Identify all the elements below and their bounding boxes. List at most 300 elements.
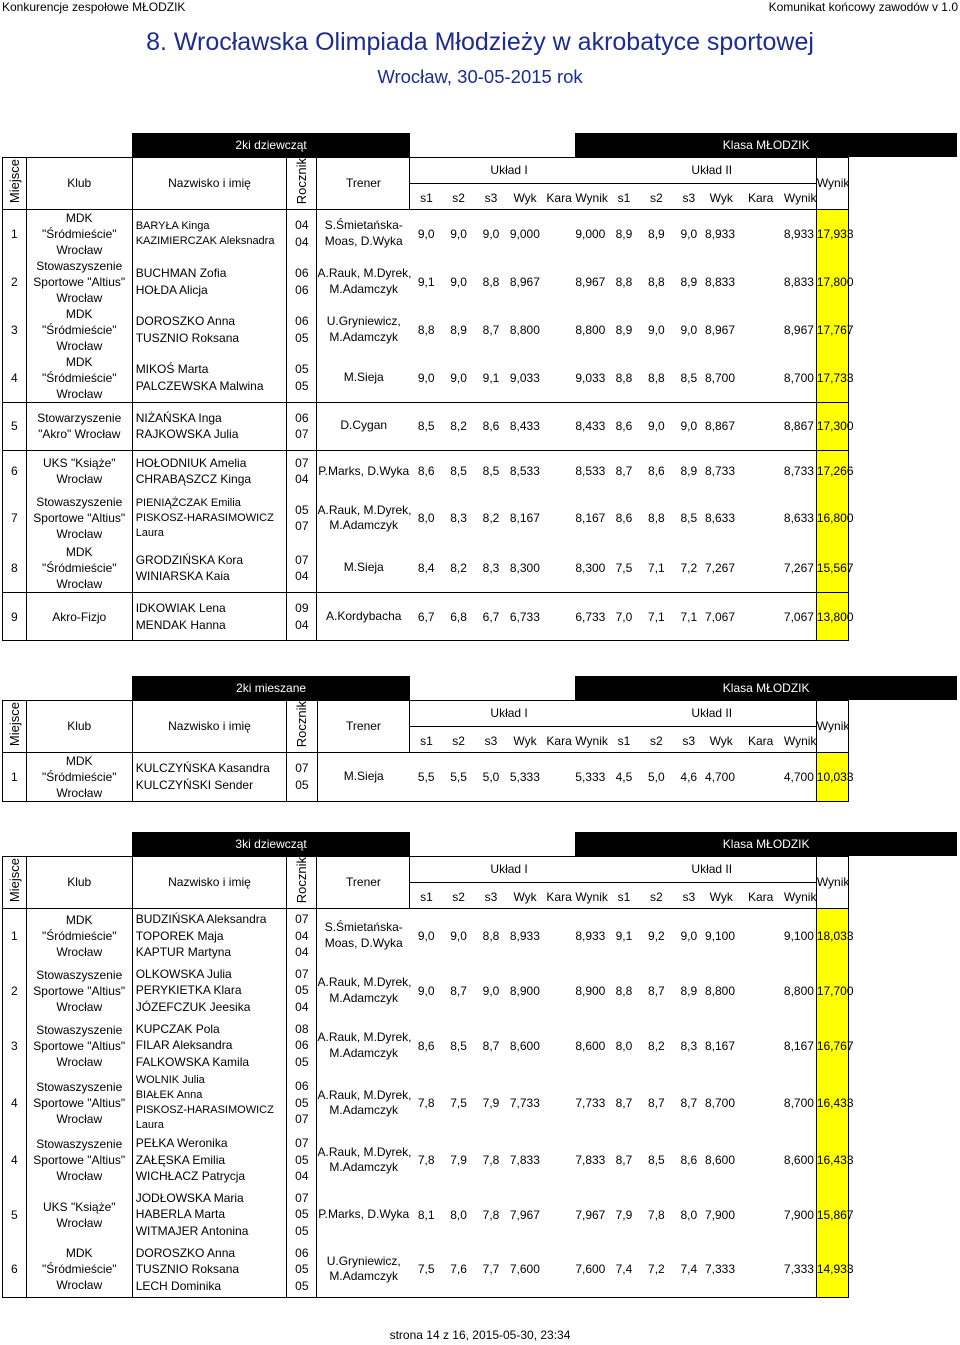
athlete-name: HABERLA Marta [135, 1207, 226, 1222]
column-wynik: Wynik [575, 183, 607, 209]
score-cell: 7,8 [482, 1207, 500, 1222]
column-s2: s2 [442, 183, 474, 209]
total-score: 16,767 [816, 1018, 848, 1073]
coach-name: M.Adamczyk [329, 1103, 399, 1117]
names-cell [132, 209, 287, 258]
year-cell [287, 354, 317, 403]
coach-name: M.Adamczyk [329, 1045, 399, 1060]
club-cell [26, 593, 132, 641]
score-cell: 7,333 [784, 1242, 816, 1297]
club-line: "Śródmieście" [41, 928, 117, 943]
score-cell [737, 306, 783, 354]
birth-year: 04 [295, 569, 309, 583]
score-cell: 8,7 [615, 1096, 633, 1110]
score-cell: 8,7 [450, 983, 467, 998]
score-cell: 8,0 [680, 1207, 698, 1222]
club-line: "Śródmieście" [41, 370, 117, 385]
score-cell: 6,733 [575, 593, 607, 641]
athlete-name: KULCZYŃSKI Sender [135, 777, 254, 792]
column-names: Nazwisko i imię [132, 700, 287, 752]
column-s3: s3 [673, 882, 705, 908]
score-cell: 7,967 [509, 1207, 540, 1222]
athlete-name: HOŁODNIUK Amelia [135, 455, 247, 470]
column-kara: Kara [543, 183, 575, 209]
column-club: Klub [26, 157, 132, 209]
score-cell [737, 258, 783, 306]
table-row [3, 1133, 958, 1187]
table-row [3, 1073, 958, 1133]
column-s3: s3 [673, 726, 705, 752]
column-wynik: Wynik [784, 726, 816, 752]
names-cell [132, 354, 287, 403]
column-s3: s3 [475, 183, 507, 209]
score-cell: 8,7 [482, 1038, 500, 1053]
birth-year: 08 [295, 1021, 309, 1036]
place-cell: 2 [3, 963, 27, 1018]
column-s2: s2 [442, 882, 474, 908]
score-cell: 7,600 [575, 1242, 607, 1297]
score-cell: 8,2 [442, 402, 474, 450]
athlete-name: LECH Dominika [135, 1278, 222, 1293]
score-cell: 8,300 [575, 561, 606, 575]
score-cell [543, 544, 575, 593]
place-cell: 2 [3, 258, 27, 306]
score-cell: 8,9 [450, 322, 467, 337]
score-cell: 8,0 [450, 1207, 467, 1222]
table-row [3, 963, 958, 1018]
birth-year: 07 [295, 1136, 309, 1151]
birth-year: 07 [295, 519, 309, 533]
club-line: Sportowe "Altius" [33, 274, 126, 289]
column-s1: s1 [410, 882, 442, 908]
club-line: Sportowe "Altius" [33, 1153, 126, 1167]
club-cell [26, 752, 132, 801]
athlete-name: WICHŁACZ Patrycja [135, 1169, 246, 1184]
coach-cell [317, 963, 410, 1018]
score-cell: 8,7 [648, 983, 665, 998]
athlete-name: TOPOREK Maja [135, 928, 224, 943]
names-cell [132, 258, 287, 306]
coach-name: M.Sieja [343, 560, 384, 575]
club-line: Sportowe "Altius" [33, 983, 126, 998]
score-cell: 7,267 [705, 561, 736, 575]
total-score: 17,733 [816, 354, 848, 403]
score-cell: 8,8 [615, 370, 633, 385]
coach-cell [317, 1018, 410, 1073]
score-cell [543, 593, 575, 641]
score-cell: 9,1 [417, 274, 435, 289]
score-cell: 8,6 [680, 1153, 698, 1167]
column-s2: s2 [640, 183, 672, 209]
column-year-label: Rocznik [294, 857, 310, 904]
athlete-name: PEŁKA Weronika [135, 1136, 228, 1151]
coach-cell [317, 354, 410, 403]
column-set2: Układ II [608, 157, 817, 183]
place-cell: 3 [3, 1018, 27, 1073]
athlete-name: IDKOWIAK Lena [135, 601, 226, 615]
results-table [2, 676, 957, 802]
birth-year: 05 [295, 777, 309, 792]
score-cell: 8,700 [705, 370, 736, 385]
score-cell: 9,0 [648, 322, 665, 337]
club-line: MDK [65, 1246, 93, 1261]
club-line: Wrocław [56, 1112, 103, 1126]
column-s1: s1 [410, 726, 442, 752]
coach-name: M.Adamczyk [329, 518, 399, 532]
athlete-name: MENDAK Hanna [135, 617, 226, 632]
names-cell [132, 752, 287, 801]
score-cell [737, 450, 783, 492]
names-cell [132, 544, 287, 593]
score-cell [543, 752, 575, 801]
score-cell: 7,5 [450, 1096, 467, 1110]
results-table [2, 133, 957, 641]
club-line: Wrocław [56, 527, 103, 541]
year-cell [287, 450, 317, 492]
club-line: UKS "Książe" [42, 456, 116, 471]
birth-year: 05 [295, 1054, 309, 1069]
coach-name: P.Marks, D.Wyka [318, 463, 410, 478]
score-cell: 8,167 [783, 1038, 814, 1053]
athlete-name: Laura [135, 1119, 164, 1131]
score-cell: 5,333 [507, 752, 543, 801]
birth-year: 04 [295, 218, 309, 232]
coach-name: S.Śmietańska- [324, 218, 403, 232]
coach-name: A.Rauk, M.Dyrek, [317, 1087, 412, 1102]
club-cell [26, 209, 132, 258]
score-cell [737, 402, 783, 450]
score-cell: 9,0 [450, 274, 467, 289]
score-cell: 9,0 [450, 370, 467, 385]
score-cell: 9,0 [680, 322, 698, 337]
score-cell: 9,1 [615, 928, 633, 943]
score-cell: 7,8 [417, 1153, 435, 1167]
birth-year: 09 [295, 601, 309, 615]
score-cell [543, 354, 575, 403]
athlete-name: HOŁDA Alicja [135, 282, 208, 297]
column-place [3, 700, 27, 752]
birth-year: 07 [295, 966, 309, 981]
total-score: 18,033 [816, 908, 848, 963]
column-kara: Kara [543, 726, 575, 752]
table-row [3, 258, 958, 306]
coach-name: M.Adamczyk [329, 990, 399, 1005]
column-wynik: Wynik [784, 882, 816, 908]
club-cell [26, 258, 132, 306]
score-cell [543, 908, 575, 963]
score-cell: 7,1 [640, 593, 672, 641]
birth-year: 06 [295, 282, 309, 297]
total-score: 17,800 [816, 258, 848, 306]
athlete-name: ZAŁĘSKA Emilia [135, 1152, 226, 1167]
score-cell [543, 1187, 575, 1242]
club-cell [26, 544, 132, 593]
coach-cell [317, 1242, 410, 1297]
total-score: 15,567 [816, 544, 848, 593]
score-cell: 8,900 [575, 983, 606, 998]
score-cell: 8,3 [450, 511, 467, 525]
class-title: Klasa MŁODZIK [575, 133, 957, 157]
score-cell: 8,900 [509, 983, 540, 998]
birth-year: 07 [295, 912, 309, 926]
birth-year: 05 [295, 362, 309, 376]
club-line: MDK [65, 545, 93, 559]
birth-year: 05 [295, 330, 309, 345]
score-cell [737, 544, 783, 593]
birth-year: 07 [295, 1190, 309, 1205]
column-year-label: Rocznik [294, 158, 310, 205]
page-footer: strona 14 z 16, 2015-05-30, 23:34 [389, 1328, 571, 1342]
place-cell: 6 [3, 1242, 27, 1297]
column-place-label: Miejsce [6, 858, 22, 903]
club-line: Wrocław [56, 242, 103, 257]
birth-year: 04 [295, 945, 309, 959]
club-cell [26, 1187, 132, 1242]
athlete-name: MIKOŚ Marta [135, 362, 209, 376]
column-s3: s3 [673, 183, 705, 209]
coach-name: S.Śmietańska- [324, 920, 403, 935]
column-wyk: Wyk [507, 183, 543, 209]
score-cell: 9,033 [575, 370, 606, 385]
column-coach: Trener [317, 856, 410, 908]
table-row [3, 908, 958, 963]
score-cell: 7,9 [450, 1153, 467, 1167]
score-cell: 9,0 [450, 928, 467, 943]
score-cell: 7,6 [442, 1242, 474, 1297]
year-cell [287, 544, 317, 593]
club-line: "Śródmieście" [41, 1262, 117, 1277]
page-subtitle: Wrocław, 30-05-2015 rok [377, 66, 583, 87]
column-set1: Układ I [410, 157, 608, 183]
table-row [3, 593, 958, 641]
column-set1: Układ I [410, 700, 608, 726]
column-club: Klub [26, 700, 132, 752]
score-cell: 7,8 [482, 1153, 500, 1167]
score-cell: 8,167 [705, 1038, 736, 1053]
score-cell: 4,700 [784, 752, 816, 801]
score-cell: 8,3 [680, 1038, 698, 1053]
coach-name: D.Cygan [340, 418, 388, 433]
athlete-name: RAJKOWSKA Julia [135, 427, 239, 441]
score-cell [737, 593, 783, 641]
column-year-label: Rocznik [294, 701, 310, 748]
header-left: Konkurencje zespołowe MŁODZIK [2, 0, 186, 14]
total-score: 17,300 [816, 402, 848, 450]
athlete-name: PERYKIETKA Klara [135, 983, 242, 998]
score-cell: 8,8 [615, 983, 633, 998]
score-cell: 8,933 [575, 928, 606, 943]
score-cell: 9,0 [450, 226, 467, 241]
score-cell [737, 908, 783, 963]
score-cell: 8,167 [509, 511, 540, 525]
athlete-name: CHRABĄSZCZ Kinga [135, 472, 252, 487]
column-kara: Kara [737, 726, 783, 752]
score-cell: 9,100 [783, 928, 814, 943]
score-cell: 8,9 [680, 983, 698, 998]
score-cell: 9,0 [417, 928, 435, 943]
column-s1: s1 [608, 882, 640, 908]
score-cell: 7,1 [673, 593, 705, 641]
score-cell: 6,7 [410, 593, 442, 641]
score-cell: 9,2 [648, 928, 665, 943]
column-s2: s2 [442, 726, 474, 752]
score-cell: 8,5 [410, 402, 442, 450]
score-cell [543, 209, 575, 258]
names-cell [132, 450, 287, 492]
club-cell [26, 1073, 132, 1133]
score-cell: 8,5 [648, 1153, 665, 1167]
coach-name: M.Adamczyk [329, 1160, 399, 1174]
club-line: "Śródmieście" [41, 561, 117, 575]
table-row [3, 1018, 958, 1073]
score-cell [543, 450, 575, 492]
score-cell: 8,5 [680, 511, 698, 525]
score-cell: 9,1 [482, 370, 500, 385]
score-cell [737, 1187, 783, 1242]
names-cell [132, 492, 287, 544]
birth-year: 06 [295, 266, 309, 280]
table-row [3, 354, 958, 403]
score-cell: 7,733 [509, 1096, 540, 1110]
score-cell: 7,1 [648, 561, 665, 575]
athlete-name: TUSZNIO Roksana [135, 1262, 240, 1276]
club-cell [26, 908, 132, 963]
athlete-name: BUCHMAN Zofia [135, 266, 227, 280]
score-cell: 8,433 [507, 402, 543, 450]
birth-year: 07 [295, 552, 309, 567]
club-line: MDK [65, 753, 93, 768]
score-cell: 8,8 [615, 274, 633, 289]
score-cell: 8,0 [615, 1038, 633, 1053]
score-cell: 7,967 [575, 1207, 606, 1222]
score-cell: 8,533 [575, 450, 607, 492]
club-line: Wrocław [56, 577, 103, 591]
club-cell [26, 1242, 132, 1297]
athlete-name: FILAR Aleksandra [135, 1038, 233, 1053]
score-cell [543, 1133, 575, 1187]
column-s3: s3 [475, 726, 507, 752]
score-cell: 8,2 [450, 561, 467, 575]
column-kara: Kara [543, 882, 575, 908]
score-cell: 4,6 [673, 752, 705, 801]
club-line: Stowaszyszenie [36, 1022, 123, 1037]
column-wynik: Wynik [784, 183, 816, 209]
club-cell [26, 1133, 132, 1187]
column-wyk: Wyk [507, 726, 543, 752]
score-cell: 7,4 [608, 1242, 640, 1297]
column-club: Klub [26, 856, 132, 908]
athlete-name: PISKOSZ-HARASIMOWICZ [135, 1104, 274, 1116]
score-cell: 9,0 [482, 983, 500, 998]
birth-year: 04 [295, 1169, 309, 1184]
column-place-label: Miejsce [6, 702, 22, 747]
coach-name: M.Adamczyk [329, 329, 399, 344]
coach-cell [317, 402, 410, 450]
score-cell: 8,0 [417, 511, 435, 525]
birth-year: 07 [295, 1112, 309, 1127]
club-line: Akro-Fizjo [52, 609, 107, 624]
score-cell [737, 354, 783, 403]
coach-cell [317, 306, 410, 354]
score-cell: 8,533 [507, 450, 543, 492]
score-cell: 7,9 [615, 1207, 633, 1222]
score-cell: 8,7 [608, 450, 640, 492]
table-row [3, 752, 958, 801]
score-cell: 8,7 [648, 1096, 665, 1110]
table-row [3, 402, 958, 450]
coach-name: A.Rauk, M.Dyrek, [317, 1030, 412, 1044]
score-cell: 9,0 [680, 928, 698, 943]
club-line: "Śródmieście" [41, 226, 117, 241]
year-cell [287, 306, 317, 354]
table-row [3, 450, 958, 492]
column-total: Wynik [816, 856, 848, 908]
score-cell [737, 963, 783, 1018]
birth-year: 05 [295, 983, 309, 998]
athlete-name: OLKOWSKA Julia [135, 966, 232, 981]
score-cell: 7,600 [507, 1242, 543, 1297]
year-cell [287, 1018, 317, 1073]
place-cell: 9 [3, 593, 27, 641]
score-cell: 8,5 [680, 370, 698, 385]
score-cell: 7,8 [417, 1096, 435, 1110]
athlete-name: KUPCZAK Pola [135, 1021, 220, 1036]
score-cell [737, 1073, 783, 1133]
column-set2: Układ II [608, 856, 817, 882]
score-cell: 8,6 [640, 450, 672, 492]
coach-cell [317, 908, 410, 963]
score-cell [737, 1242, 783, 1297]
birth-year: 06 [295, 314, 309, 328]
coach-name: M.Sieja [343, 369, 384, 384]
coach-cell [317, 258, 410, 306]
club-line: MDK [65, 912, 93, 927]
score-cell: 8,800 [509, 322, 540, 337]
athlete-name: BARYŁA Kinga [135, 219, 210, 232]
score-cell: 8,800 [783, 983, 814, 998]
score-cell [737, 1133, 783, 1187]
score-cell: 8,9 [648, 226, 665, 241]
club-line: Sportowe "Altius" [33, 1038, 126, 1053]
club-line: Stowaszyszenie [36, 1137, 123, 1151]
score-cell [543, 1073, 575, 1133]
column-total: Wynik [816, 700, 848, 752]
column-place [3, 856, 27, 908]
column-wyk: Wyk [705, 726, 737, 752]
names-cell [132, 402, 287, 450]
score-cell: 8,8 [648, 370, 665, 385]
score-cell: 8,867 [784, 402, 816, 450]
score-cell: 7,833 [509, 1153, 540, 1167]
score-cell: 8,867 [705, 402, 737, 450]
place-cell: 4 [3, 354, 27, 403]
club-line: Sportowe "Altius" [33, 511, 126, 525]
coach-cell [317, 1133, 410, 1187]
club-line: Wrocław [56, 1054, 103, 1069]
score-cell: 8,600 [575, 1038, 606, 1053]
score-cell: 5,5 [410, 752, 442, 801]
score-cell: 8,8 [482, 274, 500, 289]
names-cell [132, 1018, 287, 1073]
score-cell: 9,0 [482, 226, 500, 241]
category-title: 3ki dziewcząt [132, 832, 410, 856]
column-year [287, 157, 317, 209]
total-score: 13,800 [816, 593, 848, 641]
score-cell: 8,800 [575, 322, 606, 337]
score-cell: 9,0 [417, 370, 435, 385]
club-line: Wrocław [56, 999, 103, 1014]
score-cell: 8,733 [705, 450, 737, 492]
